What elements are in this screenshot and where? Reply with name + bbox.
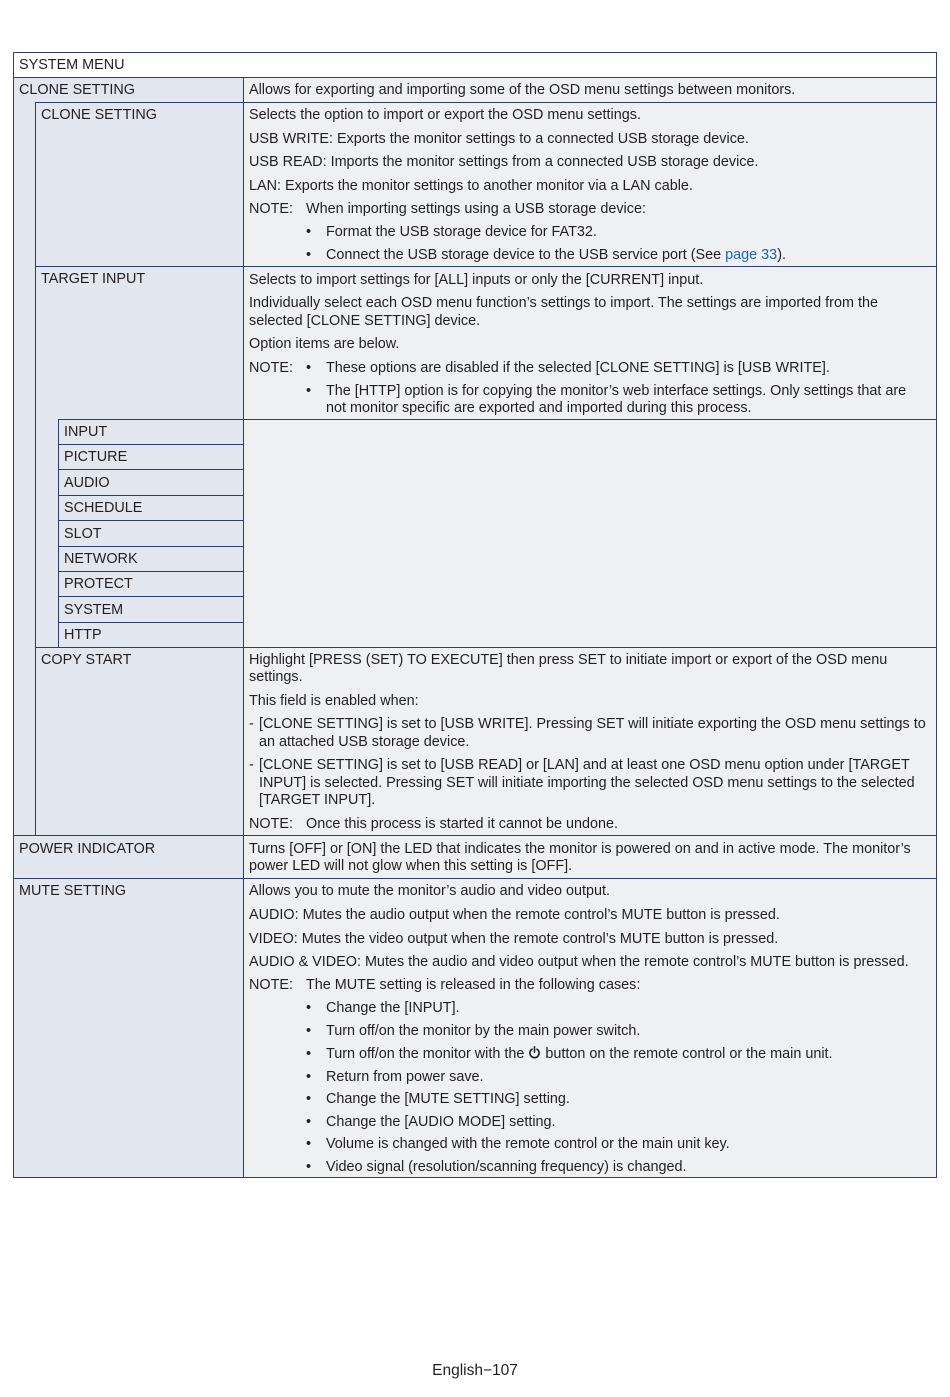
bullet-text: These options are disabled if the selected [CLONE SETTING] is [USB WRITE].	[326, 360, 830, 376]
note-label: NOTE:	[249, 360, 293, 376]
note-text: Once this process is started it cannot be undone.	[306, 816, 618, 832]
clone-setting-line: USB WRITE: Exports the monitor settings to a connected USB storage device.	[249, 131, 749, 147]
bullet-icon: •	[306, 360, 312, 376]
clone-setting-line: LAN: Exports the monitor settings to another monitor via a LAN cable.	[249, 178, 693, 194]
bullet-text: not monitor specific are exported and imported during this process.	[326, 400, 752, 416]
dash-icon: -	[249, 757, 254, 773]
bullet-icon: •	[306, 1069, 312, 1085]
clone-setting-group-label: CLONE SETTING	[19, 82, 135, 98]
copy-start-line: This field is enabled when:	[249, 693, 419, 709]
bullet-icon: •	[306, 1023, 312, 1039]
clone-setting-cell	[35, 102, 244, 267]
target-item-label: PICTURE	[64, 449, 128, 465]
bullet-icon: •	[306, 1000, 312, 1016]
bullet-text: Connect the USB storage device to the USB service port (See page 33).	[326, 247, 786, 263]
bullet-text: Change the [INPUT].	[326, 1000, 460, 1016]
bullet-text: The [HTTP] option is for copying the monitor’s web interface settings. Only settings that are	[326, 383, 907, 399]
mute-setting-cell	[13, 878, 244, 1178]
bullet-icon: •	[306, 1046, 312, 1062]
target-input-line: Option items are below.	[249, 336, 400, 352]
bullet-icon: •	[306, 383, 312, 399]
clone-setting-line: USB READ: Imports the monitor settings from a connected USB storage device.	[249, 154, 759, 170]
target-item-label: HTTP	[64, 627, 102, 643]
target-item-label: PROTECT	[64, 576, 133, 592]
power-indicator-line: power LED will not glow when this setting is [OFF].	[249, 858, 573, 874]
target-item-label: SCHEDULE	[64, 500, 143, 516]
note-label: NOTE:	[249, 816, 293, 832]
note-label: NOTE:	[249, 977, 293, 993]
target-item-label: SLOT	[64, 526, 102, 542]
target-item-input	[58, 419, 244, 445]
bullet-icon: •	[306, 1091, 312, 1107]
power-icon	[528, 1046, 541, 1059]
dash-text: [CLONE SETTING] is set to [USB READ] or [LAN] and at least one OSD menu option under [TARGET	[259, 757, 910, 773]
target-input-line: Selects to import settings for [ALL] inputs or only the [CURRENT] input.	[249, 272, 704, 288]
note-text: When importing settings using a USB storage device:	[306, 201, 646, 217]
mute-setting-desc-cell	[243, 878, 937, 1178]
dash-text: [TARGET INPUT].	[259, 792, 376, 808]
page-footer: English−107	[432, 1362, 518, 1379]
clone-setting-group-desc: Allows for exporting and importing some of the OSD menu settings between monitors.	[249, 82, 796, 98]
dash-icon: -	[249, 716, 254, 732]
bullet-icon: •	[306, 1136, 312, 1152]
dash-text: INPUT] is selected. Pressing SET will initiate importing the selected OSD menu settings to the selected	[259, 775, 915, 791]
target-item-network	[58, 546, 244, 572]
copy-start-cell	[35, 647, 244, 836]
power-indicator-desc-cell	[243, 835, 937, 879]
page-33-link[interactable]: page 33	[725, 247, 778, 263]
power-indicator-label: POWER INDICATOR	[19, 841, 156, 857]
target-item-audio	[58, 469, 244, 496]
bullet-icon: •	[306, 1114, 312, 1130]
note-label: NOTE:	[249, 201, 293, 217]
bullet-icon: •	[306, 247, 312, 263]
bullet-text: Volume is changed with the remote control or the main unit key.	[326, 1136, 730, 1152]
mute-setting-line: AUDIO: Mutes the audio output when the remote control’s MUTE button is pressed.	[249, 907, 780, 923]
copy-start-line: settings.	[249, 669, 303, 685]
clone-setting-group-desc-cell	[243, 77, 937, 103]
target-items-desc-cell	[243, 419, 937, 648]
target-item-label: SYSTEM	[64, 602, 124, 618]
clone-setting-line: Selects the option to import or export the OSD menu settings.	[249, 107, 641, 123]
mute-setting-line: VIDEO: Mutes the video output when the remote control’s MUTE button is pressed.	[249, 931, 779, 947]
system-menu-header	[13, 52, 937, 78]
bullet-text: Video signal (resolution/scanning frequency) is changed.	[326, 1159, 687, 1175]
bullet-text: Format the USB storage device for FAT32.	[326, 224, 597, 240]
copy-start-label: COPY START	[41, 652, 132, 668]
target-item-picture	[58, 444, 244, 470]
bullet-text: Turn off/on the monitor with the button on the remote control or the main unit.	[326, 1046, 833, 1062]
target-item-label: AUDIO	[64, 475, 110, 491]
mute-setting-line: Allows you to mute the monitor’s audio and video output.	[249, 883, 611, 899]
bullet-text: Change the [AUDIO MODE] setting.	[326, 1114, 556, 1130]
target-item-schedule	[58, 495, 244, 521]
target-input-desc-cell	[243, 266, 937, 420]
bullet-icon: •	[306, 224, 312, 240]
target-item-slot	[58, 520, 244, 547]
copy-start-line: Highlight [PRESS (SET) TO EXECUTE] then press SET to initiate import or export of the OSD menu	[249, 652, 888, 668]
clone-setting-label: CLONE SETTING	[41, 107, 157, 123]
target-input-cell	[35, 266, 244, 420]
note-text: The MUTE setting is released in the following cases:	[306, 977, 641, 993]
target-input-line: Individually select each OSD menu function’s settings to import. The settings are imported from the	[249, 295, 878, 311]
dash-text: an attached USB storage device.	[259, 734, 470, 750]
target-input-label: TARGET INPUT	[41, 271, 146, 287]
bullet-text: Turn off/on the monitor by the main power switch.	[326, 1023, 641, 1039]
target-item-http	[58, 622, 244, 648]
dash-text: [CLONE SETTING] is set to [USB WRITE]. Pressing SET will initiate exporting the OSD menu settings to	[259, 716, 926, 732]
bullet-text: Change the [MUTE SETTING] setting.	[326, 1091, 570, 1107]
clone-setting-desc-cell	[243, 102, 937, 267]
target-item-label: NETWORK	[64, 551, 138, 567]
power-indicator-line: Turns [OFF] or [ON] the LED that indicates the monitor is powered on and in active mode. The monitor’s	[249, 841, 911, 857]
mute-setting-label: MUTE SETTING	[19, 883, 127, 899]
target-item-protect	[58, 571, 244, 597]
target-items-indent	[35, 419, 60, 648]
target-item-label: INPUT	[64, 424, 108, 440]
page-title: SYSTEM MENU	[19, 57, 125, 73]
target-item-system	[58, 596, 244, 623]
bullet-text: Return from power save.	[326, 1069, 484, 1085]
bullet-icon: •	[306, 1159, 312, 1175]
mute-setting-line: AUDIO & VIDEO: Mutes the audio and video output when the remote control’s MUTE button is pressed.	[249, 954, 909, 970]
copy-start-desc-cell	[243, 647, 937, 836]
target-input-line: selected [CLONE SETTING] device.	[249, 313, 481, 329]
power-indicator-cell	[13, 835, 244, 879]
